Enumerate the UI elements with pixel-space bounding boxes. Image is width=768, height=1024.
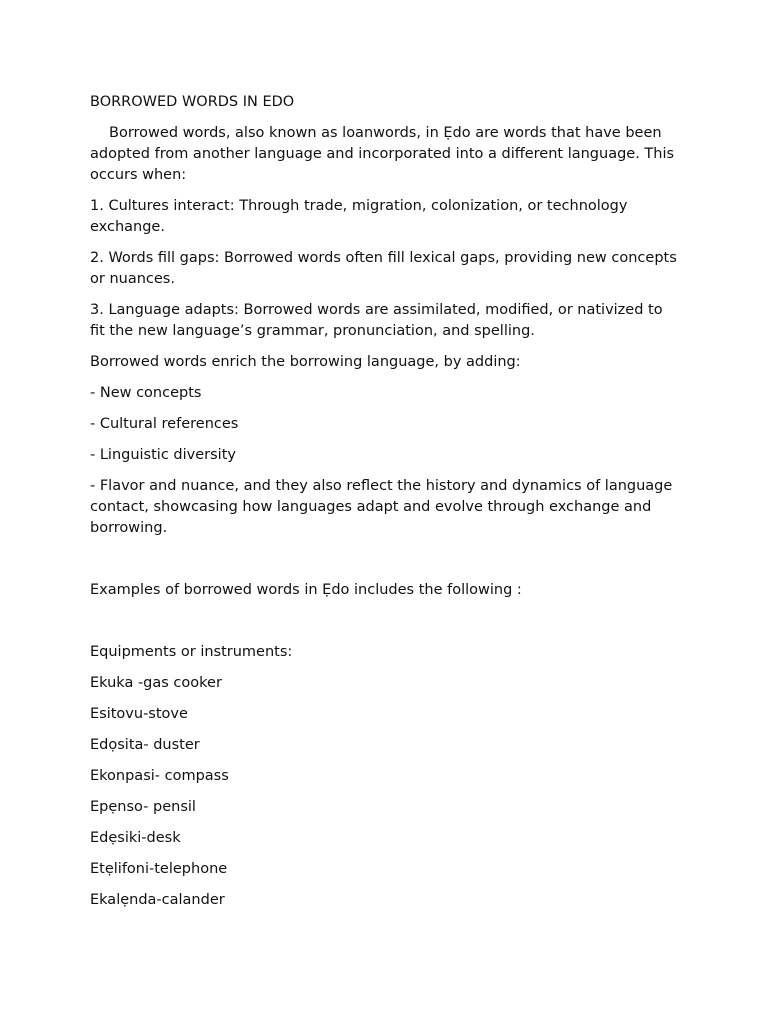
example-item: Edọsita- duster xyxy=(90,737,200,753)
intro-paragraph: Borrowed words, also known as loanwords, in Ẹdo are words that have been adopted from another language and incorporated into a different language. This occurs when: xyxy=(90,125,675,183)
enrich-item-linguistic-diversity: - Linguistic diversity xyxy=(90,447,236,463)
point-3: 3. Language adapts: Borrowed words are assimilated, modified, or nativized to fit the new language’s grammar, pronunciation, and spelling. xyxy=(90,302,663,339)
point-2: 2. Words fill gaps: Borrowed words often fill lexical gaps, providing new concepts or nuances. xyxy=(90,250,677,287)
examples-intro: Examples of borrowed words in Ẹdo includes the following : xyxy=(90,582,522,598)
example-item: Ekonpasi- compass xyxy=(90,768,229,784)
example-item: Etẹlifoni-telephone xyxy=(90,861,228,877)
enrich-item-cultural-references: - Cultural references xyxy=(90,416,239,432)
example-item: Epẹnso- pensil xyxy=(90,799,196,815)
spacer xyxy=(90,611,680,642)
spacer xyxy=(90,549,680,580)
example-item: Ekuka -gas cooker xyxy=(90,675,222,691)
enrich-item-new-concepts: - New concepts xyxy=(90,385,202,401)
document-page xyxy=(90,92,680,921)
example-item: Edẹsiki-desk xyxy=(90,830,181,846)
example-item: Ekalẹnda-calander xyxy=(90,892,225,908)
document-title: BORROWED WORDS IN EDO xyxy=(90,94,295,110)
category-heading: Equipments or instruments: xyxy=(90,644,293,660)
enrich-item-flavor-and-nuance: - Flavor and nuance, and they also reflect the history and dynamics of language contact, showcasing how languages adapt and evolve through exchange and borrowing. xyxy=(90,478,673,536)
enrich-intro: Borrowed words enrich the borrowing language, by adding: xyxy=(90,354,521,370)
point-1: 1. Cultures interact: Through trade, migration, colonization, or technology exchange. xyxy=(90,198,628,235)
example-item: Esitovu-stove xyxy=(90,706,188,722)
